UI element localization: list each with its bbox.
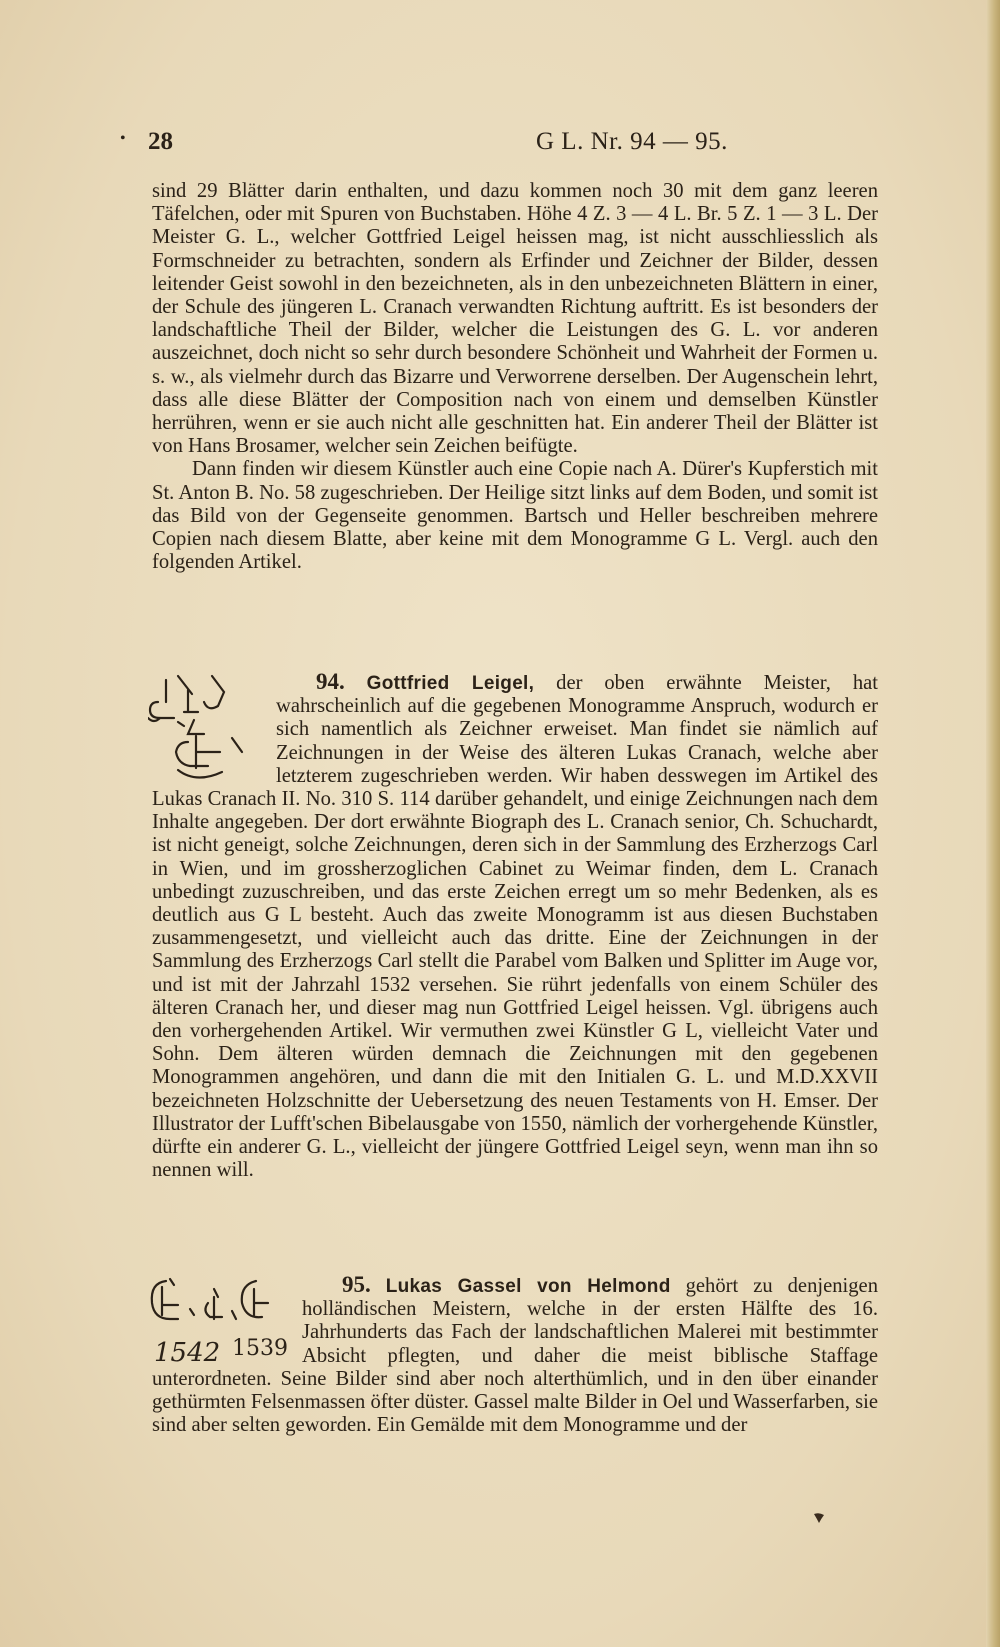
paragraph-copy-note: Dann finden wir diesem Künstler auch eine Copie nach A. Dürer's Kupferstich mit St. Anton B. No. 58 zugeschrieben. Der Heilige sitzt links auf dem Boden, und somit ist das Bild von der Gegenseite genommen. Bartsch und Heller beschreiben mehrere Copien nach diesem Blatte, aber keine mit dem Monogramme G L. Vergl. auch den folgenden Artikel. — [152, 458, 878, 574]
running-header — [120, 128, 860, 162]
artist-name: Lukas Gassel von Helmond — [385, 1276, 671, 1297]
artist-name: Gottfried Leigel, — [366, 673, 535, 694]
monogram-year-2: 1539 — [232, 1336, 288, 1361]
monogram-gl-icon — [148, 672, 268, 788]
running-title: G L. Nr. 94 — 95. — [536, 128, 728, 155]
entry-95 — [152, 1273, 878, 1437]
entry-94-text: der oben erwähnte Meister, hat wahrscheinlich auf die gegebenen Monogramme Anspruch, wodurch er sich namentlich als Zeichner erweiset. Man findet sie nämlich auf Zeichnungen in der Weise des älteren Lukas Cranach, welche aber letzterem zugeschrieben werden. Wir haben desswegen im Artikel des Lukas Cranach II. No. 310 S. 114 darüber gehandelt, und einige Zeichnungen nach dem Inhalte angegeben. Der dort erwähnte Biograph des L. Cranach senior, Ch. Schuchardt, ist nicht geneigt, solche Zeichnungen, deren sich in der Sammlung des Erzherzogs Carl in Wien, und im grossherzoglichen Cabinet zu Weimar finden, dem L. Cranach unbedingt zuzuschreiben, und das erste Zeichen erregt um so mehr Bedenken, als es deutlich aus G L besteht. Auch das zweite Monogramm ist aus diesen Buchstaben zusammengesetzt, und vielleicht auch das dritte. Eine der Zeichnungen in der Sammlung des Erzherzogs Carl stellt die Parabel vom Balken und Splitter im Auge vor, und ist mit der Jahrzahl 1532 versehen. Sie rührt jedenfalls von einem Schüler des älteren Cranach her, und dieser mag nun Gottfried Leigel heissen. Vgl. übrigens auch den vorhergehenden Artikel. Wir vermuthen zwei Künstler G L, vielleicht Vater und Sohn. Dem älteren würden demnach die Zeichnungen mit den gegebenen Monogrammen angehören, und dann die mit den Initialen G. L. und M.D.XXVII bezeichneten Holzschnitte der Uebersetzung des neuen Testaments von H. Emser. Der Illustrator der Lufft'schen Bibelausgabe von 1550, nämlich der vorhergehende Künstler, dürfte ein anderer G. L., vielleicht der jüngere Gottfried Leigel seyn, wenn man ihn so nennen will. — [152, 672, 878, 1182]
page-mark: • — [120, 130, 126, 147]
entry-number: 95. — [342, 1272, 371, 1297]
continuation-text — [152, 180, 878, 574]
paragraph-continued: sind 29 Blätter darin enthalten, und dazu kommen noch 30 mit dem ganz leeren Täfelchen, oder mit Spuren von Buchstaben. Höhe 4 Z. 3 — 4 L. Br. 5 Z. 1 — 3 L. Der Meister G. L., welcher Gottfried Leigel heissen mag, ist nicht ausschliesslich als Formschneider zu betrachten, sondern als Erfinder und Zeichner der Bilder, dessen leitender Geist sowohl in den bezeichneten, als in den unbezeichneten Blättern in einer, der Schule des jüngeren L. Cranach verwandten Richtung auftritt. Es ist besonders der landschaftliche Theil der Bilder, welcher die Leistungen des G. L. vor anderen auszeichnet, doch nicht so sehr durch besondere Schönheit und Wahrheit der Formen u. s. w., als vielmehr durch das Bizarre und Verworrene derselben. Der Augenschein lehrt, dass alle diese Blätter der Composition nach von einem und demselben Künstler herrühren, wenn er sie auch nicht alle geschnitten hat. Ein anderer Theil der Blätter ist von Hans Brosamer, welcher sein Zeichen beifügte. — [152, 180, 878, 458]
monogram-lg-icon — [148, 1275, 296, 1367]
page-edge — [986, 0, 1000, 1647]
entry-number: 94. — [316, 669, 345, 694]
page-number: 28 — [148, 128, 173, 155]
ink-blot-icon — [812, 1512, 826, 1524]
entry-94 — [152, 670, 878, 1182]
monogram-year-1: 1542 — [154, 1338, 221, 1367]
entry-95-text: gehört zu denjenigen holländischen Meistern, welche in der ersten Hälfte des 16. Jahrhunderts das Fach der landschaftlichen Malerei mit bestimmter Absicht pflegten, und daher die meist biblische Staffage unterordneten. Seine Bilder sind aber noch alterthümlich, und in den über einander gethürmten Felsenmassen öfter düster. Gassel malte Bilder in Oel und Wasserfarben, sie sind aber selten geworden. Ein Gemälde mit dem Monogramme und der — [152, 1275, 878, 1437]
